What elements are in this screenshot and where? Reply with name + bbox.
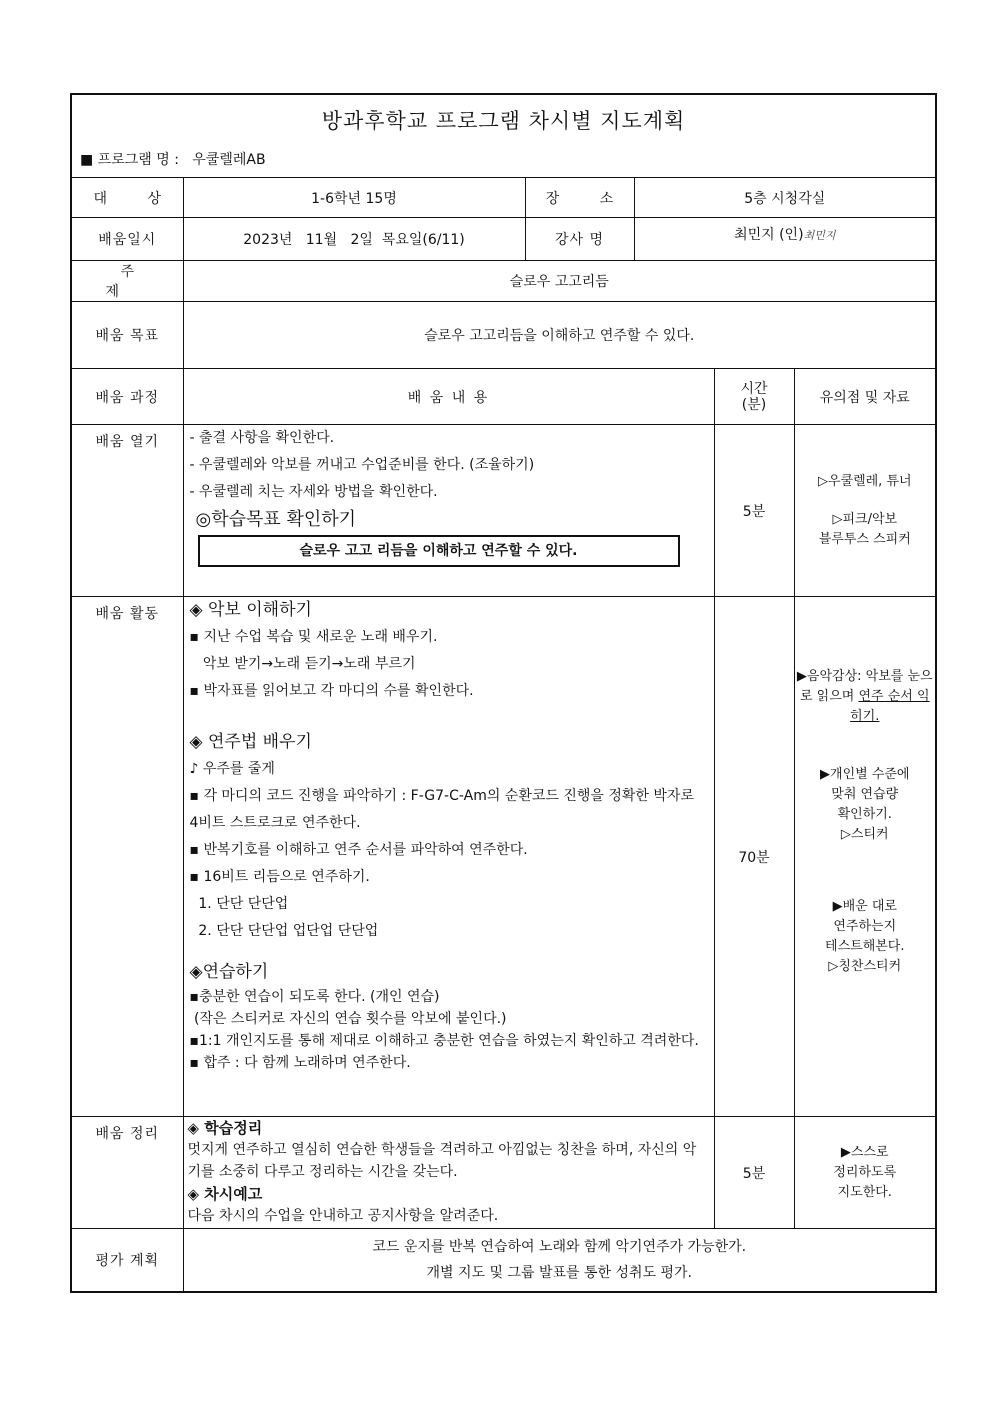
opening-line: - 우쿨렐레 치는 자세와 방법을 확인한다. [189,484,438,500]
header-process: 배움 과정 [71,369,183,425]
lesson-plan-table [70,93,937,1293]
topic-label-cell [71,261,183,302]
note-item: 블루투스 스피커 [818,531,911,547]
date-value: 2023년 11월 2일 목요일(6/11) [183,218,525,261]
evaluation-line: 개별 지도 및 그룹 발표를 통한 성취도 평가. [426,1264,693,1281]
note-item: 연주하는지 [833,919,897,934]
closing-text: 다음 차시의 수업을 안내하고 공지사항을 알려준다. [187,1208,499,1224]
note-item: ▶개인별 수준에 [820,767,910,782]
section-heading: ◈ 연주법 배우기 [189,732,312,752]
opening-content [183,425,714,597]
note-item: ▷칭찬스티커 [828,959,902,974]
note-item: 테스트해본다. [825,939,905,954]
note-item: 맞춰 연습량 [831,787,899,802]
note-item: 정리하도록 [833,1164,897,1180]
date-label: 배움일시 [71,218,183,261]
goal-check-heading: ◎학습목표 확인하기 [195,509,357,530]
header-content: 배 움 내 용 [183,369,714,425]
activity-line: 1. 단단 단단업 [189,896,289,912]
activity-line: ▪ 박자표를 읽어보고 각 마디의 수를 확인한다. [189,683,474,699]
closing-heading: ◈ 학습정리 [187,1119,263,1137]
note-item: 확인하기. [837,807,892,822]
section-heading: ◈연습하기 [189,962,269,982]
target-value: 1-6학년 15명 [183,178,525,218]
header-notes: 유의점 및 자료 [794,369,936,425]
place-label: 장 소 [545,190,632,207]
program-label: ■ 프로그램 명 : [80,152,179,168]
topic-value: 슬로우 고고리듬 [183,261,936,302]
header-time: 시간 (분) [714,369,794,425]
activity-line: ▪ 지난 수업 복습 및 새로운 노래 배우기. [189,629,438,645]
activity-line: 2. 단단 단단업 업단업 단단업 [189,923,379,939]
place-label-cell [525,178,634,218]
topic-label: 주 제 [105,264,165,300]
activity-notes [794,597,936,1117]
activity-content [183,597,714,1117]
closing-notes [794,1117,936,1229]
closing-label: 배움 정리 [71,1117,183,1229]
goal-value: 슬로우 고고리듬을 이해하고 연주할 수 있다. [183,302,936,369]
song-title: ♪ 우주를 줄게 [189,761,275,777]
lesson-plan-sheet [70,93,935,1293]
activity-time: 70분 [714,597,794,1117]
opening-notes [794,425,936,597]
activity-line: ▪1:1 개인지도를 통해 제대로 이해하고 충분한 연습을 하였는지 확인하고 격려한다. [189,1033,699,1049]
goal-box: 슬로우 고고 리듬을 이해하고 연주할 수 있다. [198,535,680,567]
teacher-label: 강사 명 [525,218,634,261]
teacher-value: 최민지 (인) [734,227,804,243]
document-title: 방과후학교 프로그램 차시별 지도계획 [321,109,686,133]
evaluation-line: 코드 운지를 반복 연습하여 노래와 함께 악기연주가 가능한가. [372,1238,747,1255]
place-value: 5층 시청각실 [634,178,936,218]
target-label-cell [71,178,183,218]
program-name: 우쿨렐레AB [192,152,266,168]
opening-line: - 우쿨렐레와 악보를 꺼내고 수업준비를 한다. (조율하기) [189,457,535,473]
note-item: ▷피크/악보 [832,511,898,527]
activity-line: ▪ 반복기호를 이해하고 연주 순서를 파악하여 연주한다. [189,842,528,858]
opening-line: - 출결 사항을 확인한다. [189,430,335,446]
closing-time: 5분 [714,1117,794,1229]
note-item: ▷스티커 [840,827,889,842]
activity-line: (작은 스티커로 자신의 연습 횟수를 악보에 붙인다.) [189,1011,507,1027]
closing-heading: ◈ 차시예고 [187,1185,263,1203]
activity-line: ▪ 합주 : 다 함께 노래하며 연주한다. [189,1055,411,1071]
closing-text: 멋지게 연주하고 열심히 연습한 학생들을 격려하고 아낌없는 칭찬을 하며, 자신의 악기를 소중히 다루고 정리하는 시간을 갖는다. [187,1142,697,1180]
activity-line: ▪충분한 연습이 되도록 한다. (개인 연습) [189,989,440,1005]
opening-label: 배움 열기 [71,425,183,597]
program-line [80,149,266,169]
note-item: ▶배운 대로 [832,899,897,914]
closing-content [183,1117,714,1229]
note-item: ▶음악감상: 악보를 눈으로 읽으며 연주 순서 익히기. [796,669,933,724]
activity-line: ▪ 16비트 리듬으로 연주하기. [189,869,370,885]
note-item: 지도한다. [837,1184,892,1200]
target-label: 대 상 [93,190,179,207]
title-cell [71,94,936,178]
activity-line: 악보 받기→노래 듣기→노래 부르기 [189,656,416,672]
evaluation-label: 평가 계획 [71,1229,183,1292]
opening-time: 5분 [714,425,794,597]
teacher-cell [634,218,936,261]
section-heading: ◈ 악보 이해하기 [189,600,312,620]
evaluation-content [183,1229,936,1292]
goal-label: 배움 목표 [71,302,183,369]
note-item: ▷우쿨렐레, 튜너 [817,473,912,489]
activity-line: ▪ 각 마디의 코드 진행을 파악하기 : F-G7-C-Am의 순환코드 진행을 정확한 박자로 4비트 스트로크로 연주한다. [189,788,694,831]
note-item: ▶스스로 [840,1144,889,1160]
activity-label: 배움 활동 [71,597,183,1117]
teacher-signature: 최민지 [803,229,836,242]
